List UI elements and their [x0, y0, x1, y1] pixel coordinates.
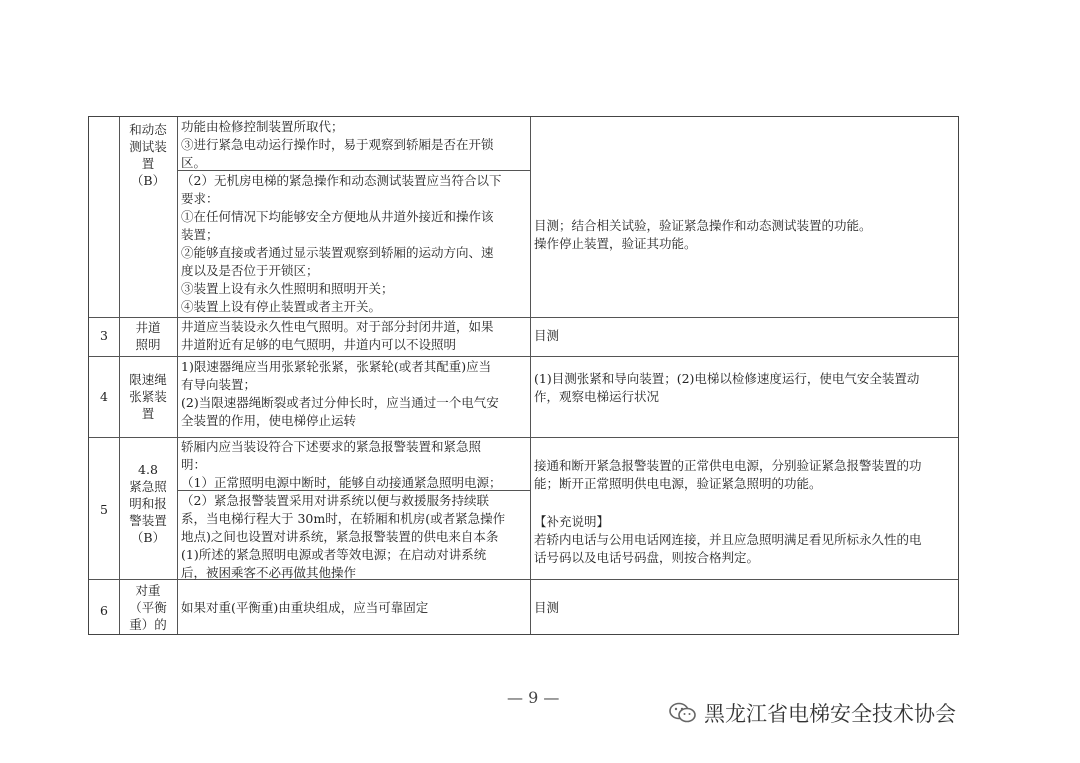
row-number: 3 [100, 328, 108, 343]
wechat-icon [668, 701, 698, 725]
inspection-method: (1)目测张紧和导向装置；(2)电梯以检修速度运行，使电气安全装置动 作，观察电梯运行状况 [534, 371, 920, 404]
item-name: 限速绳 张紧装 置 [129, 372, 167, 421]
requirement-text: （2）紧急报警装置采用对讲系统以便与救援服务持续联 系，当电梯行程大于 30m时，在轿厢和机房(或者紧急操作 地点)之间也设置对讲系统，紧急报警装置的供电来自本条 (1)所述的紧急照明电源或者等效电源；在启动对讲系统 后，被困乘客不必再做其他操作 [181, 493, 506, 580]
requirement-text: 如果对重(平衡重)由重块组成，应当可靠固定 [181, 600, 429, 615]
item-name: 4.8 紧急照 明和报 警装置 （B） [129, 462, 167, 545]
requirement-text: 1)限速器绳应当用张紧轮张紧，张紧轮(或者其配重)应当 有导向装置； (2)当限速器绳断裂或者过分伸长时，应当通过一个电气安 全装置的作用，使电梯停止运转 [181, 359, 499, 428]
watermark [668, 698, 956, 728]
inspection-table [88, 116, 959, 635]
supplementary-note: 【补充说明】 若轿内电话与公用电话网连接，并且应急照明满足看见所标永久性的电 话号码以及电话号码盘，则按合格判定。 [534, 514, 922, 565]
item-name: 和动态 测试装 置 （B） [129, 122, 167, 188]
row-number [89, 117, 119, 317]
row-number: 6 [100, 603, 108, 618]
row-number: 5 [100, 502, 108, 517]
requirement-text: 井道应当装设永久性电气照明。对于部分封闭井道，如果 井道附近有足够的电气照明，井道内可以不设照明 [181, 319, 494, 352]
inspection-method: 目测 [534, 328, 560, 343]
inspection-method: 目测 [534, 600, 560, 615]
item-name: 对重 （平衡 重）的 [129, 583, 167, 632]
requirement-text: 功能由检修控制装置所取代； ③进行紧急电动运行操作时，易于观察到轿厢是否在开锁 区。 [181, 119, 494, 170]
item-name: 井道 照明 [135, 320, 161, 352]
watermark-text: 黑龙江省电梯安全技术协会 [704, 702, 956, 726]
row-number: 4 [100, 389, 108, 404]
inspection-method: 接通和断开紧急报警装置的正常供电电源，分别验证紧急报警装置的功 能；断开正常照明供电电源，验证紧急照明的功能。 [534, 458, 922, 491]
requirement-text: （2）无机房电梯的紧急操作和动态测试装置应当符合以下 要求： ①在任何情况下均能够安全方便地从井道外接近和操作该 装置； ②能够直接或者通过显示装置观察到轿厢的运动方向、速 度以及是否位于开锁区； ③装置上设有永久性照明和照明开关； ④装置上设有停止装置或者主开关。 [181, 173, 502, 314]
page-number: — 9 — [507, 688, 560, 707]
row-divider [89, 356, 958, 357]
inspection-method: 目测；结合相关试验，验证紧急操作和动态测试装置的功能。 操作停止装置，验证其功能。 [534, 218, 872, 251]
requirement-text: 轿厢内应当装设符合下述要求的紧急报警装置和紧急照 明： （1）正常照明电源中断时，能够自动接通紧急照明电源； [181, 439, 502, 490]
